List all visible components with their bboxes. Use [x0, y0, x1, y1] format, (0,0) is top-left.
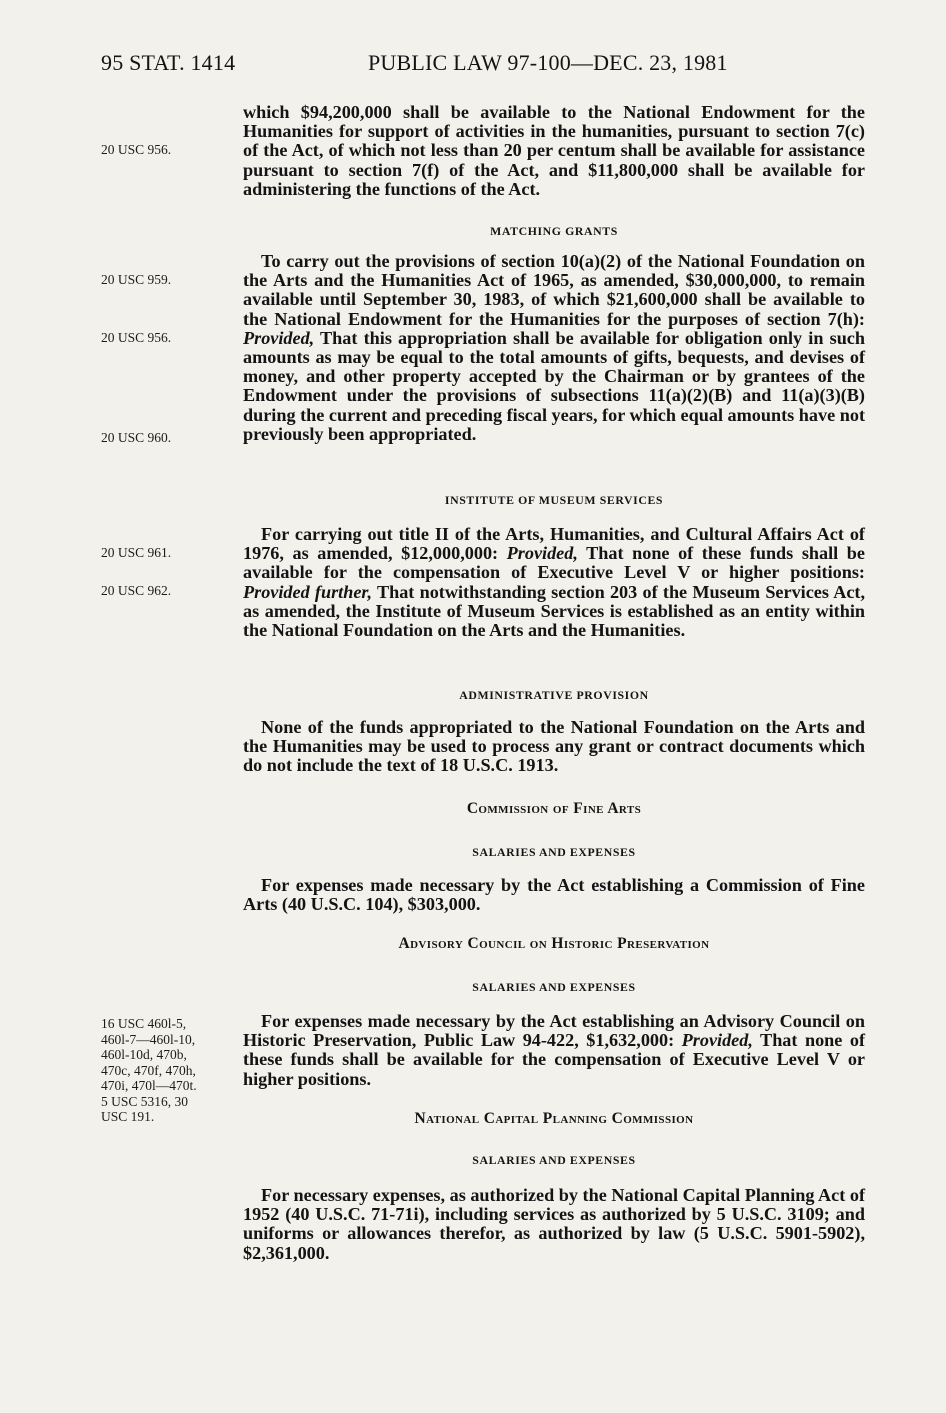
margin-note-line: 470i, 470l—470t.: [101, 1078, 197, 1093]
margin-note: 20 USC 956.: [101, 142, 172, 157]
section-heading-administrative-provision: ADMINISTRATIVE PROVISION: [459, 688, 649, 702]
subheading-salaries: SALARIES AND EXPENSES: [472, 1153, 636, 1167]
margin-note-block: [101, 1016, 233, 1125]
section-heading-museum-services: INSTITUTE OF MUSEUM SERVICES: [444, 493, 664, 507]
provided-term: Provided,: [681, 1030, 753, 1051]
administrative-provision-paragraph: None of the funds appropriated to the National Foundation on the Arts and the Humanities may be used to process any grant or contract documents which do not include the text of 18 U.S.C. 1913.: [243, 717, 865, 776]
margin-note: 20 USC 961.: [101, 545, 172, 560]
text-run: That notwithstanding section 203 of the Museum Services Act, as amended, the Institute of Museum Services is established as an entity within the National Foundation on the Arts and the Humanities.: [243, 581, 866, 641]
advisory-council-paragraph: [243, 1012, 865, 1089]
fine-arts-paragraph: For expenses made necessary by the Act establishing a Commission of Fine Arts (40 U.S.C. 104), $303,000.: [243, 875, 865, 915]
provided-term: Provided,: [506, 543, 578, 564]
margin-note: 20 USC 959.: [101, 272, 172, 287]
section-heading-matching-grants: MATCHING GRANTS: [490, 224, 618, 238]
statute-page-number: 95 STAT. 1414: [101, 50, 236, 75]
margin-note-line: USC 191.: [101, 1109, 155, 1124]
text-run: That none of these funds shall be available for the compensation of Executive Level V or higher positions.: [243, 1030, 865, 1089]
margin-note-line: 460l-10d, 470b,: [101, 1047, 187, 1062]
text-run: For carrying out title II of the Arts, Humanities, and Cultural Affairs Act of 1976, as amended, $12,000,000:: [243, 524, 865, 564]
agency-heading-fine-arts: Commission of Fine Arts: [466, 800, 642, 817]
margin-note-line: 470c, 470f, 470h,: [101, 1062, 196, 1078]
museum-services-paragraph: [243, 525, 865, 640]
agency-heading-ncpc: National Capital Planning Commission: [414, 1110, 694, 1127]
subheading-salaries: SALARIES AND EXPENSES: [472, 980, 636, 994]
margin-note-line: 5 USC 5316, 30: [101, 1093, 189, 1109]
ncpc-paragraph: For necessary expenses, as authorized by the National Capital Planning Act of 1952 (40 U.S.C. 71-71i), including services as authorized by 5 U.S.C. 3109; and uniforms or allowances therefor, as authorized by law (5 U.S.C. 5901-5902), $2,361,000.: [243, 1185, 865, 1263]
text-run: That this appropriation shall be available for obligation only in such amounts as may be equal to the total amounts of gifts, bequests, and devises of money, and other property accepted by the Chairman or by grantees of the Endowment under the provisions of subsections 11(a)(2)(B) and 11(a)(3)(B) during the current and preceding fiscal years, for which equal amounts have not previously been appropriated.: [243, 327, 865, 444]
subheading-salaries: SALARIES AND EXPENSES: [472, 845, 636, 859]
margin-note-line: 460l-7—460l-10,: [101, 1031, 196, 1047]
margin-note: 20 USC 960.: [101, 430, 172, 445]
text-run: For expenses made necessary by the Act establishing an Advisory Council on Historic Preservation, Public Law 94-422, $1,632,000:: [243, 1011, 865, 1051]
provided-further-term: Provided further,: [243, 581, 373, 602]
agency-heading-advisory-council: Advisory Council on Historic Preservation: [398, 935, 710, 952]
text-run: To carry out the provisions of section 10(a)(2) of the National Foundation on the Arts and the Humanities Act of 1965, as amended, $30,000,000, to remain available until September 30, 1983, of which $21,600,000 shall be available to the National Endowment for the Humanities for the purposes of section 7(h):: [243, 251, 865, 329]
running-header: PUBLIC LAW 97-100—DEC. 23, 1981: [368, 50, 728, 75]
margin-note: 20 USC 956.: [101, 330, 172, 345]
matching-grants-paragraph: [243, 252, 865, 444]
intro-paragraph: which $94,200,000 shall be available to the National Endowment for the Humanities for support of activities in the humanities, pursuant to section 7(c) of the Act, of which not less than 20 per centum shall be available for assistance pursuant to section 7(f) of the Act, and $11,800,000 shall be available for administering the functions of the Act.: [243, 102, 865, 199]
margin-note: 20 USC 962.: [101, 583, 172, 598]
margin-note-line: 16 USC 460l-5,: [101, 1016, 187, 1031]
provided-term: Provided,: [243, 327, 315, 348]
text-run: That none of these funds shall be available for the compensation of Executive Level V or higher positions:: [243, 543, 865, 583]
